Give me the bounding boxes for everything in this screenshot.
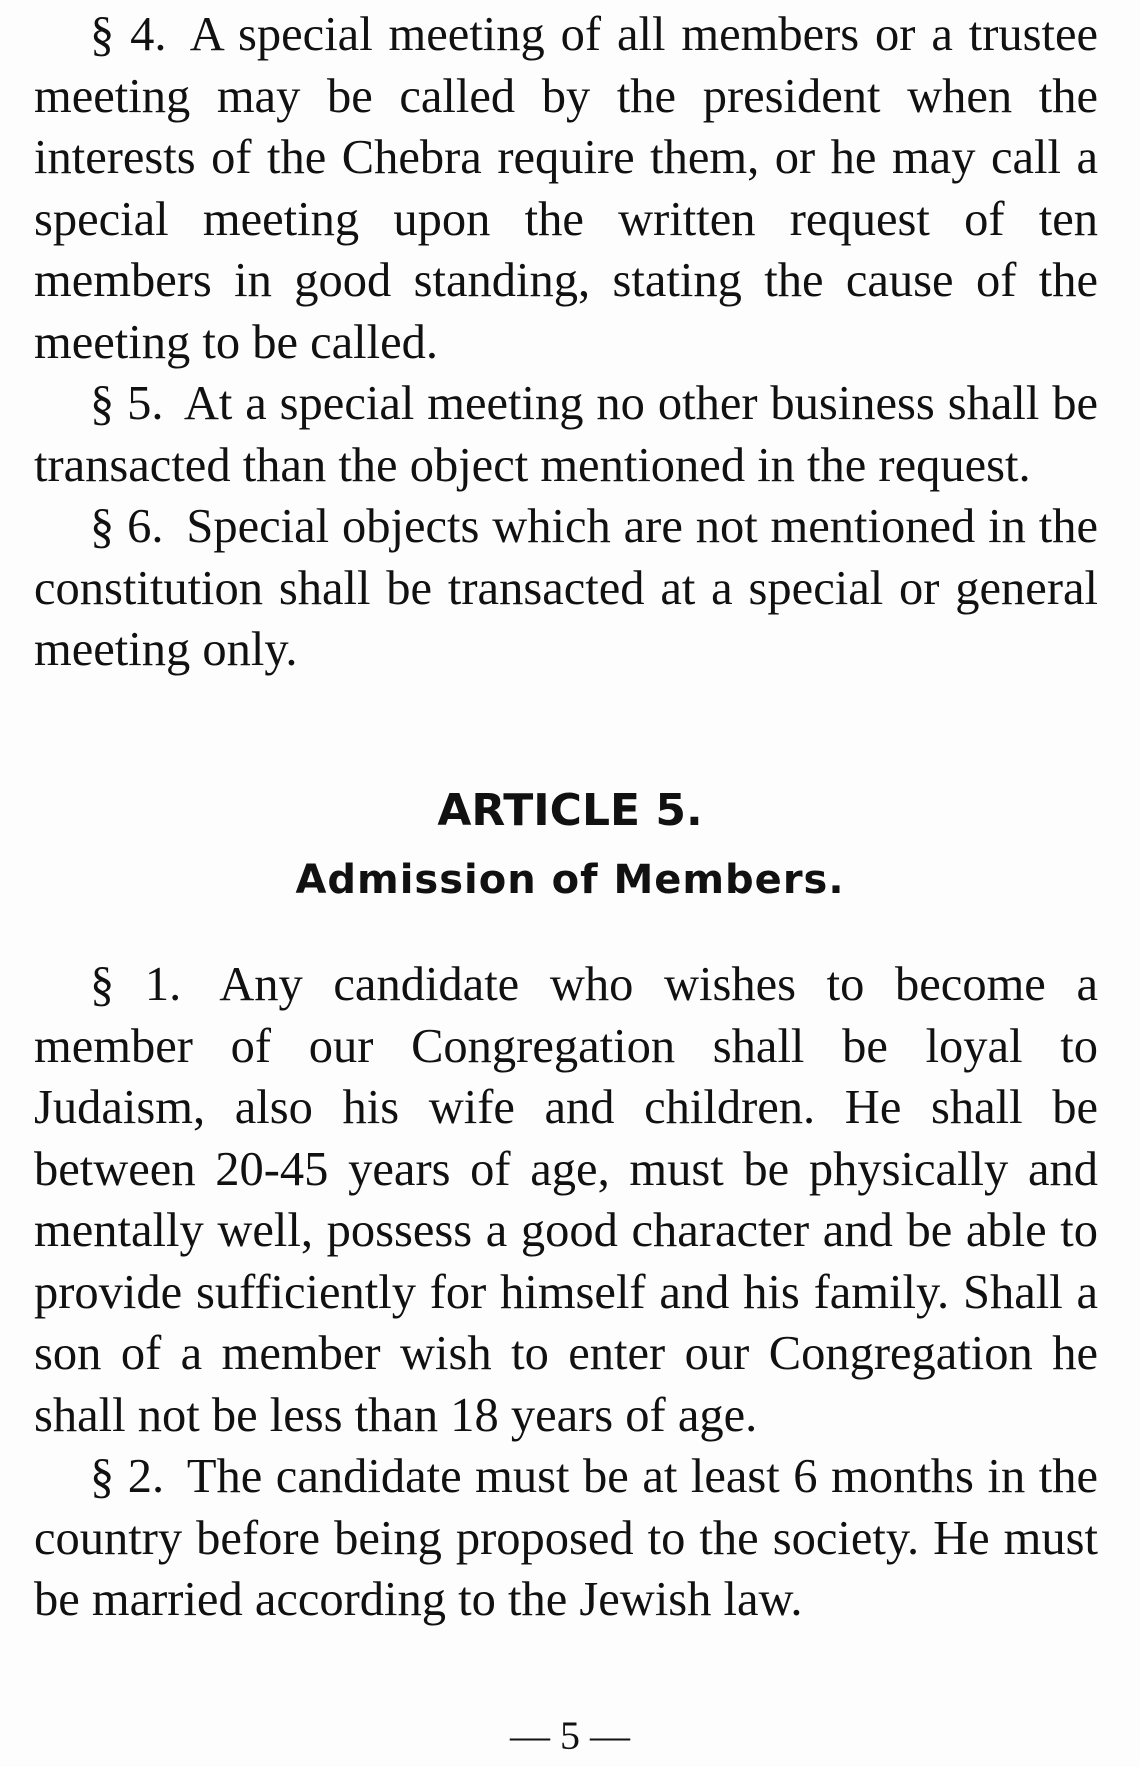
paragraph-section-1: [34, 954, 1098, 1446]
article-title: ARTICLE 5.: [437, 785, 703, 836]
section-block-article-5: [34, 954, 1098, 1631]
paragraph-section-5: [34, 373, 1098, 496]
section-number: § 2.: [90, 1450, 165, 1503]
paragraph-section-2: [34, 1446, 1098, 1631]
section-number: § 6.: [90, 500, 164, 553]
article-subtitle: Admission of Members.: [295, 857, 845, 903]
paragraph-text: A special meeting of all members or a trustee meeting may be called by the president when the interests of the Chebra require them, or he may call a special meeting upon the written request of ten members in good standing, stating the cause of the meeting to be called.: [34, 8, 1099, 369]
paragraph-text: Any candidate who wishes to become a member of our Congregation shall be loyal to Judaism, also his wife and children. He shall be between 20-45 years of age, must be physically and mentally well, possess a good character and be able to provide sufficiently for himself and his family. Shall a son of a member wish to enter our Congregation he shall not be less than 18 years of age.: [34, 958, 1098, 1442]
page-number: — 5 —: [510, 1713, 630, 1758]
paragraph-section-4: [34, 4, 1098, 373]
section-number: § 4.: [90, 8, 167, 61]
paragraph-text: Special objects which are not mentioned in the constitution shall be transacted at a special or general meeting only.: [34, 500, 1099, 676]
section-number: § 1.: [90, 958, 182, 1011]
paragraph-text: The candidate must be at least 6 months in the country before being proposed to the society. He must be married according to the Jewish law.: [34, 1450, 1098, 1626]
paragraph-section-6: [34, 496, 1098, 681]
paragraph-text: At a special meeting no other business shall be transacted than the object mentioned in the request.: [34, 377, 1099, 492]
section-block-article-4: [34, 4, 1098, 681]
section-number: § 5.: [90, 377, 164, 430]
